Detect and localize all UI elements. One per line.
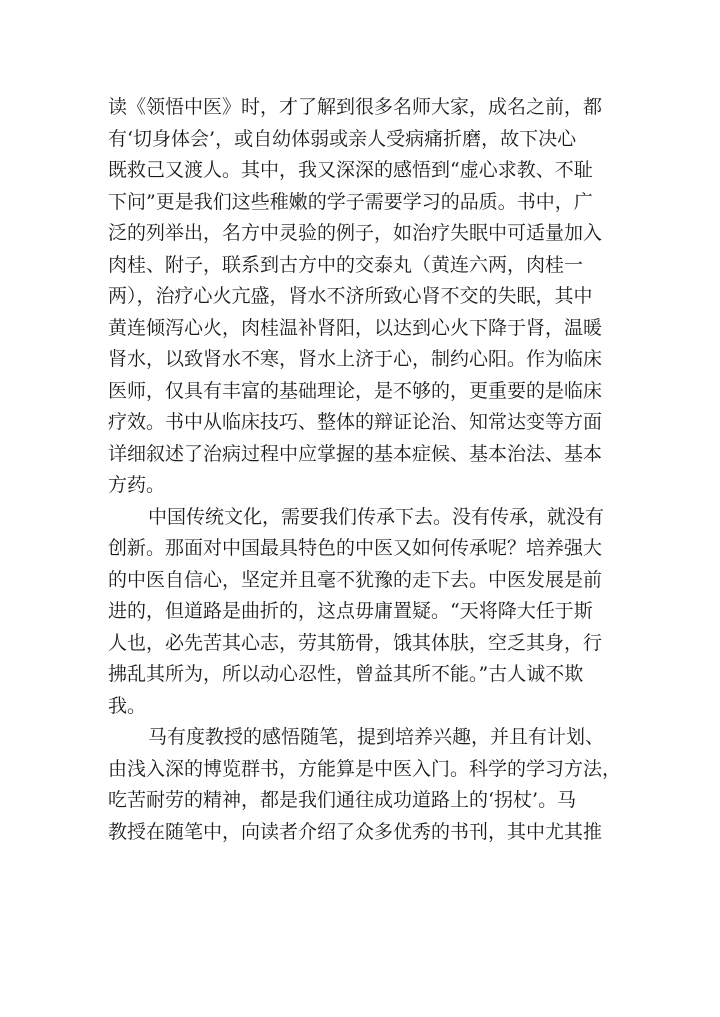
paragraph xyxy=(108,92,638,502)
text-line: 人也，必先苦其心志，劳其筋骨，饿其体肤，空乏其身，行 xyxy=(108,631,603,654)
text-line: 进的，但道路是曲折的，这点毋庸置疑。“天将降大任于斯 xyxy=(108,600,593,622)
text-line: 吃苦耐劳的精神，都是我们通往成功道路上的‘拐杖’。马 xyxy=(108,789,577,811)
text-line: 由浅入深的博览群书，方能算是中医入门。科学的学习方法， xyxy=(108,757,622,780)
text-line: 方药。 xyxy=(108,474,166,496)
text-line: 疗效。书中从临床技巧、整体的辩证论治、知常达变等方面 xyxy=(108,411,603,433)
text-line: 有‘切身体会’，或自幼体弱或亲人受病痛折磨，故下决心 xyxy=(108,127,577,150)
text-line: 拂乱其所为，所以动心忍性，曾益其所不能。”古人诚不欺 xyxy=(108,663,584,685)
text-line: 肉桂、附子，联系到古方中的交泰丸（黄连六两，肉桂一 xyxy=(108,253,584,276)
text-line: 的中医自信心，坚定并且毫不犹豫的走下去。中医发展是前 xyxy=(108,568,603,591)
text-line: 中国传统文化，需要我们传承下去。没有传承，就没有 xyxy=(148,505,605,528)
text-line: 泛的列举出，名方中灵验的例子，如治疗失眠中可适量加入 xyxy=(108,222,603,244)
text-line: 肾水，以致肾水不寒，肾水上济于心，制约心阳。作为临床 xyxy=(108,348,603,370)
text-line: 医师，仅具有丰富的基础理论，是不够的，更重要的是临床 xyxy=(108,379,603,402)
text-line: 创新。那面对中国最具特色的中医又如何传承呢？培养强大 xyxy=(108,537,603,559)
text-line: 既救己又渡人。其中，我又深深的感悟到“虚心求教、不耻 xyxy=(108,159,593,181)
document-body xyxy=(108,92,638,848)
text-line: 下问”更是我们这些稚嫩的学子需要学习的品质。书中，广 xyxy=(108,190,593,213)
text-line: 黄连倾泻心火，肉桂温补肾阳，以达到心火下降于肾，温暖 xyxy=(108,316,603,339)
text-line: 两），治疗心火亢盛，肾水不济所致心肾不交的失眠，其中 xyxy=(108,285,593,307)
text-line: 读《领悟中医》时，才了解到很多名师大家，成名之前，都 xyxy=(108,96,603,118)
paragraph xyxy=(108,502,638,723)
text-line: 马有度教授的感悟随笔，提到培养兴趣，并且有计划、 xyxy=(148,726,605,748)
text-line: 我。 xyxy=(108,694,147,717)
text-line: 详细叙述了治病过程中应掌握的基本症候、基本治法、基本 xyxy=(108,442,603,465)
text-line: 教授在随笔中，向读者介绍了众多优秀的书刊，其中尤其推 xyxy=(108,820,603,843)
paragraph xyxy=(108,722,638,848)
